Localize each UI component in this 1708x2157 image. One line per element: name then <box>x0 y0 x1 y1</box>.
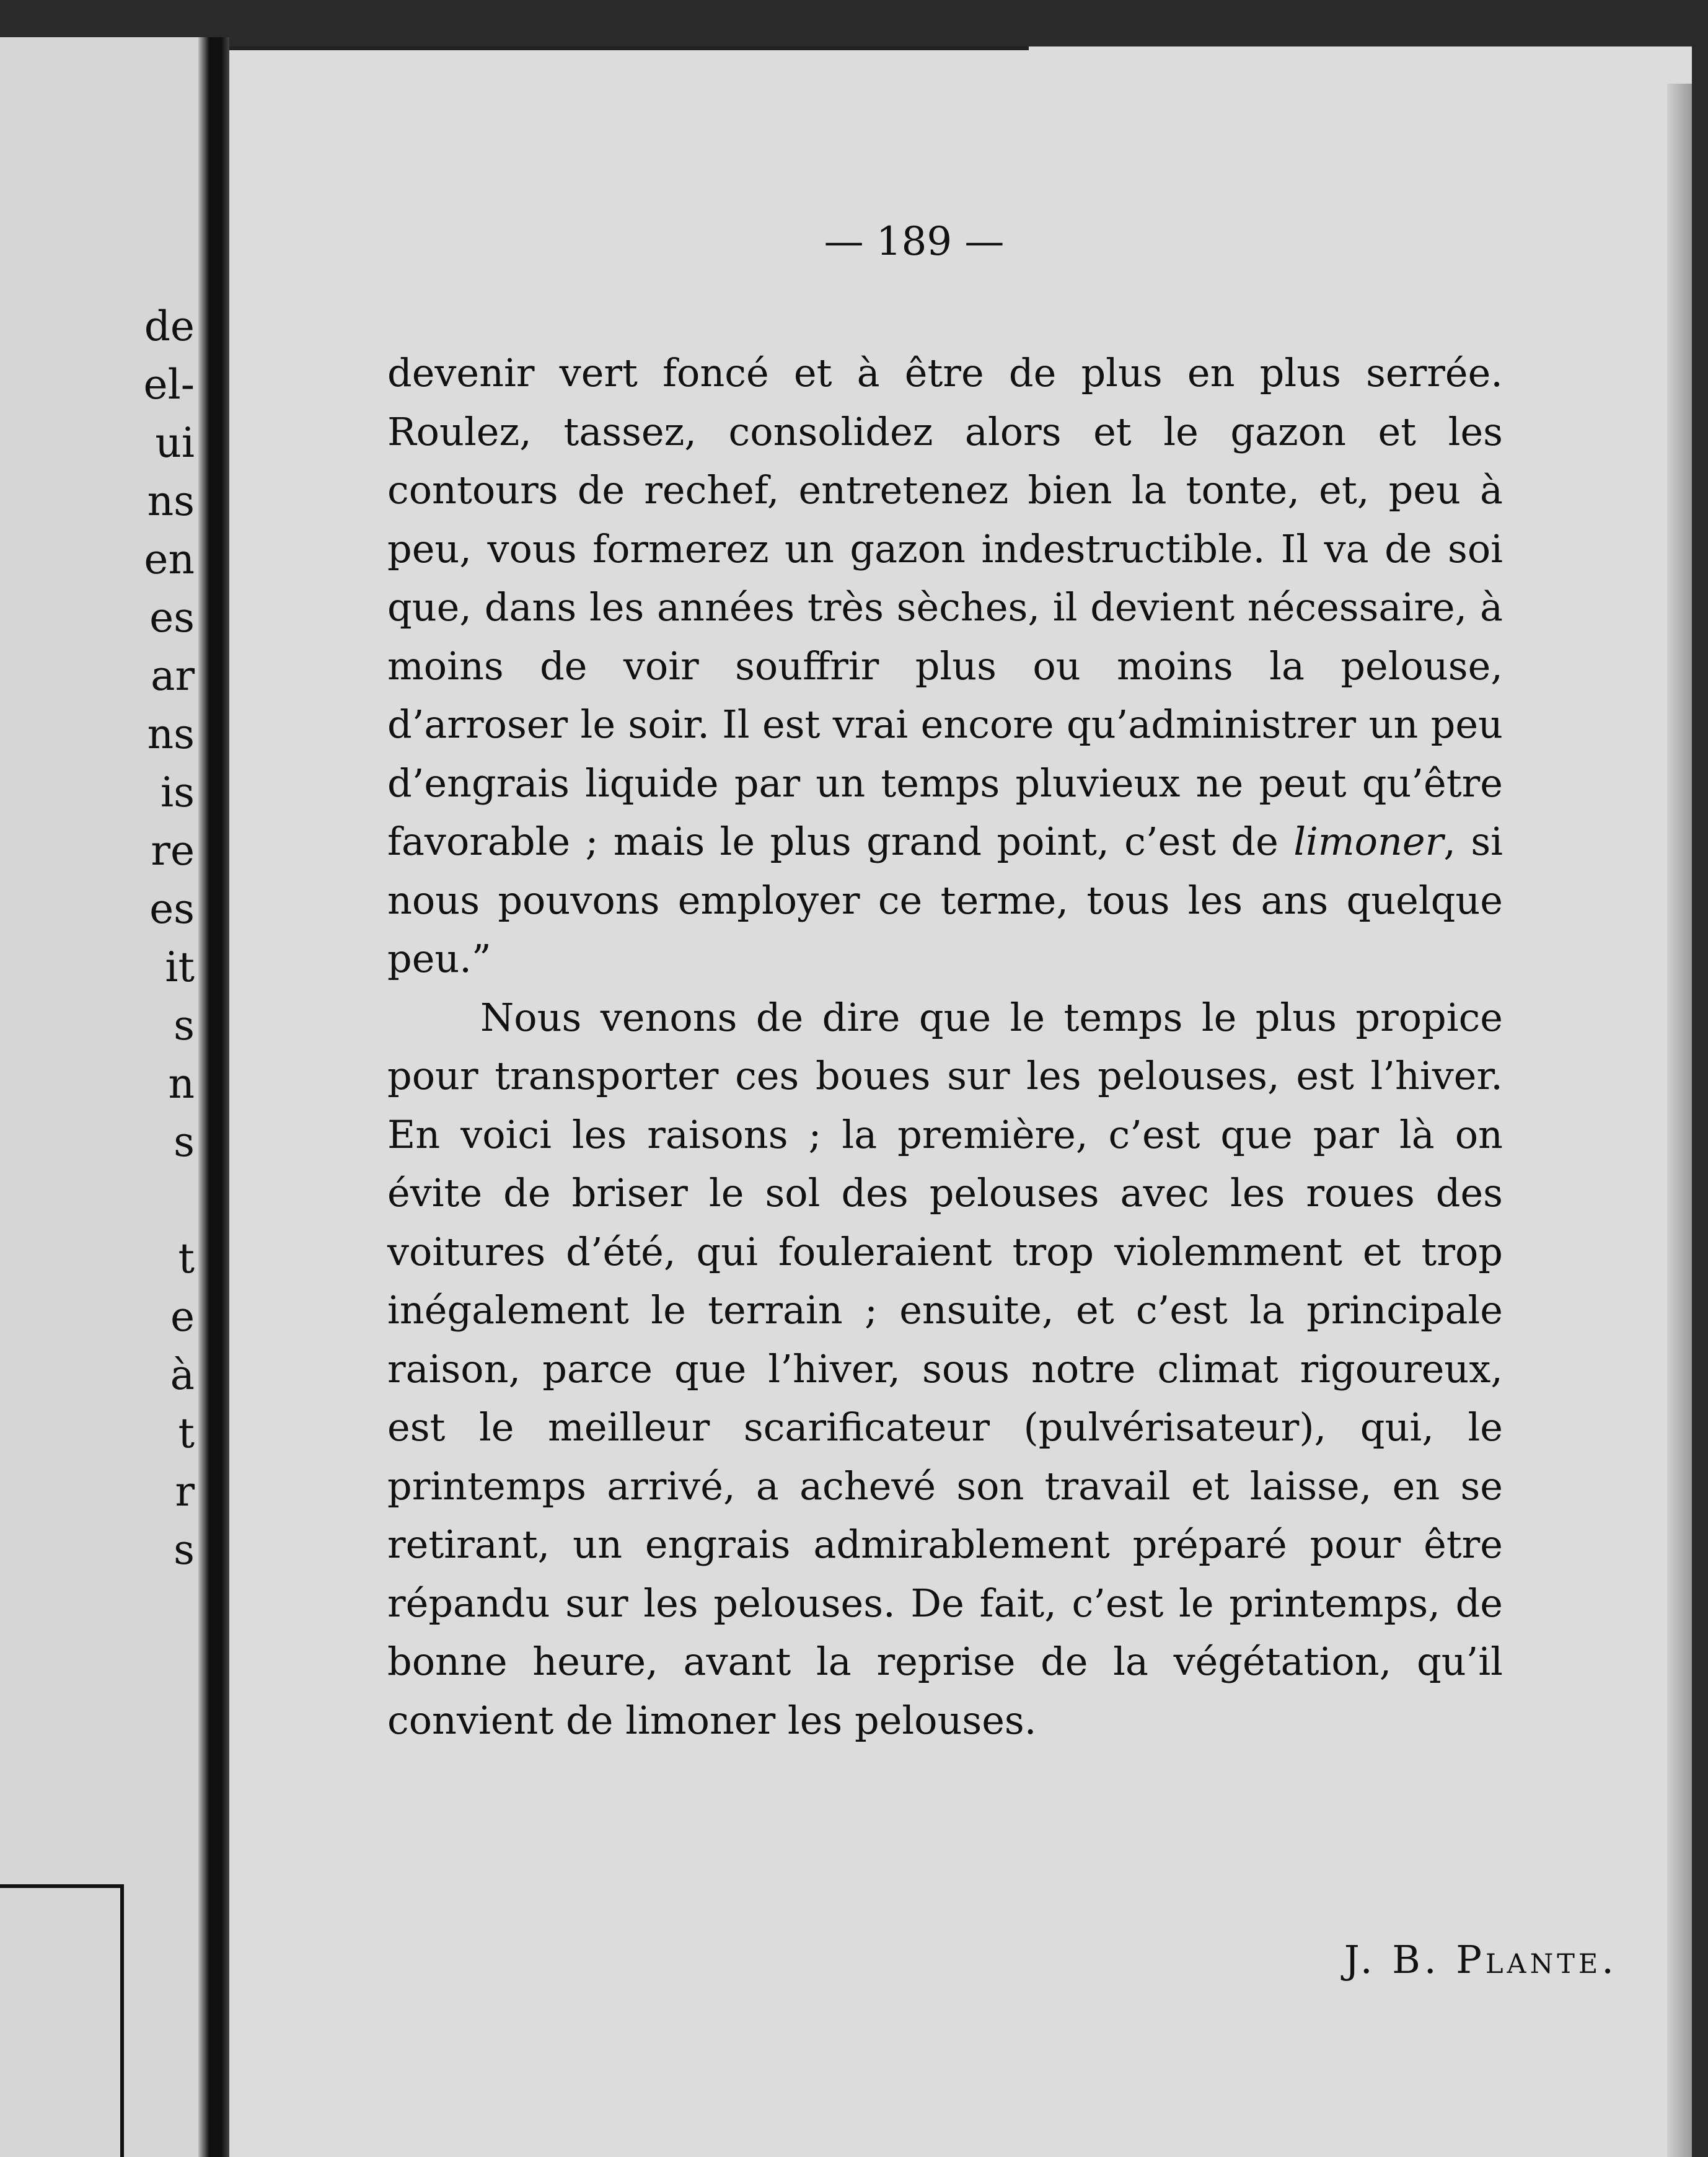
left-page-fragment-line: ui <box>155 419 195 467</box>
left-page-fragment-line <box>0 1696 198 1754</box>
paragraph-1-italic-term: limoner <box>1293 819 1444 864</box>
left-page-corner-rule <box>0 1884 124 2157</box>
left-page-text-fragments <box>0 298 198 1871</box>
body-text <box>387 344 1503 1750</box>
left-page-fragment-line <box>0 1638 198 1696</box>
left-page-fragment-line: s <box>174 1118 195 1166</box>
paragraph-1 <box>387 344 1503 989</box>
left-page-fragment-line: s <box>174 1526 195 1574</box>
left-page-fragment-line: en <box>144 536 195 583</box>
left-page-fragment-line: ns <box>147 710 195 758</box>
left-page-fragment-line <box>0 1754 198 1812</box>
page-top-edge <box>229 46 1029 50</box>
left-page-fragment-line: t <box>178 1235 195 1282</box>
left-page-fragment-line: es <box>149 594 195 642</box>
left-page-fragment-line: el- <box>143 361 195 408</box>
left-page-fragment-line: s <box>174 1002 195 1049</box>
page-right-edge <box>1667 84 1692 2157</box>
left-page-fragment-line: r <box>175 1468 195 1515</box>
paragraph-2: Nous venons de dire que le temps le plus propice pour transporter ces boues sur les pelouses, est l’hiver. En voici les raisons ; la première, c’est que par là on évite de briser le sol des pelouses avec les roues des voitures d’été, qui fouleraient trop violemment et trop inégalement le terrain ; ensuite, et c’est la principale raison, parce que l’hiver, sous notre climat rigoureux, est le meilleur scarificateur (pulvérisateur), qui, le printemps arrivé, a achevé son travail et laisse, en se retirant, un engrais admirablement préparé pour être répandu sur les pelouses. De fait, c’est le printemps, de bonne heure, avant la reprise de la végétation, qu’il convient de limoner les pelouses. <box>387 994 1503 1743</box>
left-page-fragment <box>0 37 198 2157</box>
paragraph-1-text-a: devenir vert foncé et à être de plus en plus serrée. Roulez, tassez, consolidez alors et le gazon et les contours de rechef, entretenez bien la tonte, et, peu à peu, vous formerez un gazon indestructible. Il va de soi que, dans les années très sèches, il devient nécessaire, à moins de voir souffrir plus ou moins la pelouse, d’arroser le soir. Il est vrai encore qu’administrer un peu d’engrais liquide par un temps pluvieux ne peut qu’être favorable ; mais le plus grand point, c’est de <box>387 350 1503 864</box>
left-page-fragment-line: es <box>149 885 195 933</box>
left-page-fragment-line: is <box>161 769 195 816</box>
left-page-fragment-line <box>0 1812 198 1871</box>
left-page-fragment-line: ns <box>147 477 195 525</box>
author-signature: J. B. Plante. <box>1344 1937 1618 1982</box>
page-number: — 189 — <box>824 219 1005 265</box>
paragraph-1-text-b: , si nous pouvons employer ce terme, tous les ans quelque peu.” <box>387 819 1503 981</box>
left-page-fragment-line <box>0 1579 198 1638</box>
left-page-fragment-line: it <box>165 943 195 991</box>
left-page-fragment-line: n <box>168 1060 195 1108</box>
left-page-fragment-line: de <box>144 302 195 350</box>
left-page-fragment-line: à <box>170 1351 195 1399</box>
left-page-fragment-line <box>0 1171 198 1230</box>
main-page <box>229 46 1692 2157</box>
left-page-fragment-line: e <box>170 1293 195 1341</box>
book-gutter <box>198 37 229 2157</box>
left-page-fragment-line: t <box>178 1409 195 1457</box>
left-page-fragment-line: re <box>151 827 195 875</box>
left-page-fragment-line: ar <box>151 652 195 700</box>
